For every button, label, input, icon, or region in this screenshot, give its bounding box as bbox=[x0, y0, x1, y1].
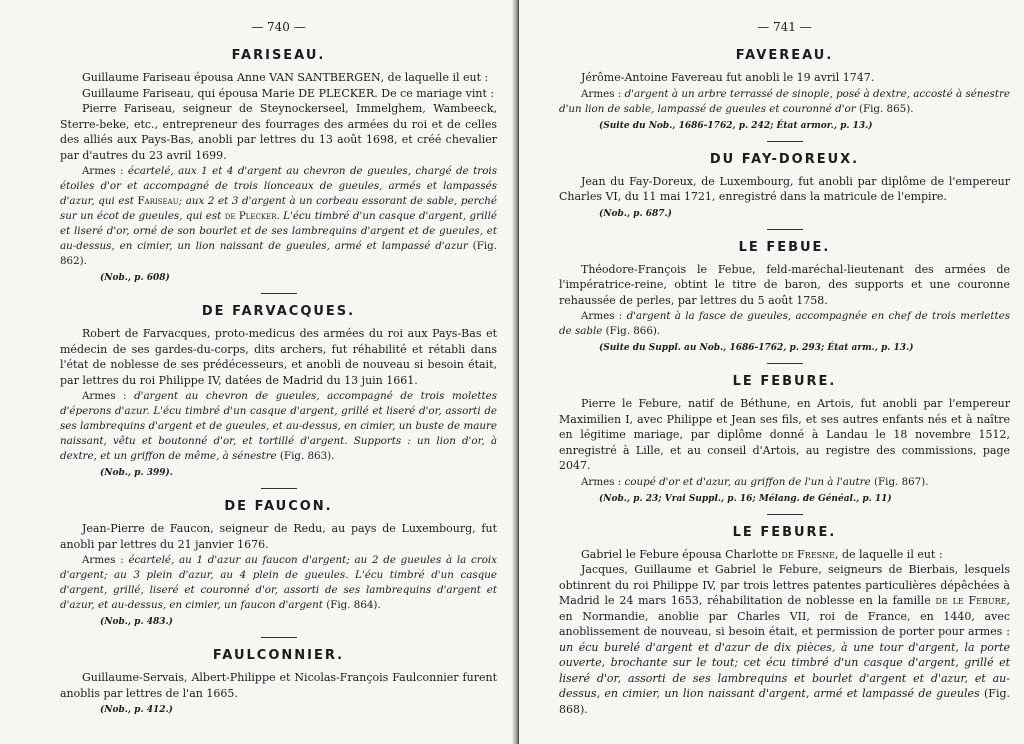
separator-rule bbox=[261, 637, 297, 638]
entry-text: Robert de Farvacques, proto-medicus des armées du roi aux Pays-Bas et médecin de ses gardes-du-corps, dits archers, fut réhabilité et rétabli dans l'état de noblesse de ses prédécesseurs, et anobli de nouveau si besoin était, par lettres du roi Philippe IV, datées de Madrid du 13 juin 1661. bbox=[60, 327, 497, 387]
arms-description: Armes : coupé d'or et d'azur, au griffon de l'un à l'autre (Fig. 867). bbox=[581, 475, 929, 488]
source-reference: (Nob., p. 687.) bbox=[599, 208, 672, 219]
source-reference: (Nob., p. 608) bbox=[100, 273, 170, 283]
entry-text: Jacques, Guillaume et Gabriel le Febure, seigneurs de Bierbais, lesquels obtinrent du roi Philippe IV, par trois lettres patentes particulières dépêchées à Madrid le 24 mars 1653, réhabilitation de noblesse en la famille de le Febure, en Normandie, anoblie par Charles VII, roi de France, en 1440, avec anoblissement de nouveau, si besoin était, et permission de porter pour armes : un écu burelé d'argent et d'azur de dix pièces, à une tour d'argent, la porte ouverte, brochante sur le tout; cet écu timbré d'un casque d'argent, grillé et liseré d'or, assorti de ses lambrequins et bourlet d'argent et d'azur, et au-dessus, en cimier, un lion naissant d'argent, armé et lampassé de gueules (Fig. 868). bbox=[559, 563, 1011, 716]
entry-de-faucon bbox=[60, 499, 497, 627]
separator-rule bbox=[767, 363, 803, 364]
entry-text: Jérôme-Antoine Favereau fut anobli le 19 avril 1747. bbox=[581, 71, 875, 84]
entry-title: DE FARVACQUES. bbox=[201, 304, 356, 319]
entry-le-febure-gabriel bbox=[559, 525, 1010, 718]
entry-text: Guillaume Fariseau, qui épousa Marie DE PLECKER. De ce mariage vint : bbox=[82, 86, 495, 100]
entry-text: Jean-Pierre de Faucon, seigneur de Redu, au pays de Luxembourg, fut anobli par lettres du 21 janvier 1676. bbox=[60, 522, 497, 551]
source-reference: (Nob., p. 23; Vrai Suppl., p. 16; Mélang. de Généal., p. 11) bbox=[599, 493, 892, 504]
separator-rule bbox=[767, 514, 803, 515]
entry-du-fay-doreux bbox=[559, 152, 1010, 219]
entry-le-febure-pierre bbox=[559, 374, 1010, 504]
entry-title: LE FEBURE. bbox=[732, 374, 837, 389]
entry-title: DU FAY-DOREUX. bbox=[709, 151, 860, 167]
arms-description: Armes : d'argent à un arbre terrassé de sinople, posé à dextre, accosté à sénestre d'un lion de sable, lampassé de gueules et couronné d'or (Fig. 865). bbox=[559, 87, 1010, 115]
page-number: — 741 — bbox=[757, 20, 812, 34]
entry-favereau bbox=[559, 48, 1010, 131]
entry-text: Gabriel le Febure épousa Charlotte de Fresne, de laquelle il eut : bbox=[581, 547, 943, 561]
source-reference: (Nob., p. 483.) bbox=[100, 617, 173, 627]
entry-title: FAULCONNIER. bbox=[212, 648, 345, 663]
source-reference: (Nob., p. 399). bbox=[100, 468, 173, 478]
entry-text: Pierre Fariseau, seigneur de Steynockerseel, Immelghem, Wambeeck, Sterre-beke, etc., entrepreneur des fourrages des armées du roi et de celles des alliés aux Pays-Bas, anobli par lettres du 13 août 1698, et créé chevalier par d'autres du 23 avril 1699. bbox=[60, 102, 497, 162]
entry-text: Jean du Fay-Doreux, de Luxembourg, fut anobli par diplôme de l'empereur Charles VI, du 11 mai 1721, enregistré dans la matricule de l'empire. bbox=[559, 174, 1010, 203]
entry-le-febue bbox=[559, 240, 1010, 354]
source-reference: (Nob., p. 412.) bbox=[100, 705, 173, 715]
page-number: — 740 — bbox=[251, 20, 306, 34]
right-page bbox=[519, 0, 1024, 744]
entry-text: Pierre le Febure, natif de Béthune, en Artois, fut anobli par l'empereur Maximilien I, avec Philippe et Jean ses fils, et ses autres enfants nés et à naître en légitime mariage, par diplôme donné à Landau le 18 novembre 1512, enregistré à Lille, et au conseil d'Artois, au registre des commissions, page 2047. bbox=[559, 397, 1010, 472]
entry-title: LE FEBUE. bbox=[738, 239, 831, 255]
separator-rule bbox=[261, 293, 297, 294]
arms-description: Armes : écartelé, aux 1 et 4 d'argent au chevron de gueules, chargé de trois étoiles d'or et accompagné de trois lionceaux de gueules, armés et lampassés d'azur, qui est Fariseau; aux 2 et 3 d'argent à un corbeau essorant de sable, perché sur un écot de gueules, qui est de Plecker. L'écu timbré d'un casque d'argent, grillé et liseré d'or, orné de son bourlet et de ses lambrequins d'argent et de gueules, et au-dessus, en cimier, un lion naissant de gueules, armé et lampassé d'azur (Fig. 862). bbox=[60, 165, 497, 267]
entry-title: LE FEBURE. bbox=[732, 524, 837, 540]
entry-title: FAVEREAU. bbox=[735, 48, 834, 63]
separator-rule bbox=[767, 141, 803, 142]
entry-de-farvacques bbox=[60, 304, 497, 478]
arms-description: Armes : d'argent au chevron de gueules, accompagné de trois molettes d'éperons d'azur. L'écu timbré d'un casque d'argent, grillé et liseré d'or, assorti de ses lambrequins d'argent et de gueules, et au-dessus, en cimier, un buste de maure naissant, vêtu et boutonné d'or, et tortillé d'argent. Supports : un lion d'or, à dextre, et un griffon de même, à sénestre (Fig. 863). bbox=[60, 390, 497, 462]
entry-text: Guillaume Fariseau épousa Anne VAN SANTBERGEN, de laquelle il eut : bbox=[82, 71, 489, 84]
entry-fariseau bbox=[60, 48, 497, 283]
entry-faulconnier bbox=[60, 648, 497, 715]
entry-title: FARISEAU. bbox=[231, 48, 326, 63]
entry-text: Théodore-François le Febue, feld-maréchal-lieutenant des armées de l'impératrice-reine, obtint le titre de baron, des supports et une couronne rehaussée de perles, par lettres du 5 août 1758. bbox=[559, 262, 1010, 307]
arms-description: Armes : d'argent à la fasce de gueules, accompagnée en chef de trois merlettes de sable (Fig. 866). bbox=[559, 310, 1011, 337]
source-reference: (Suite du Nob., 1686-1762, p. 242; État armor., p. 13.) bbox=[599, 120, 873, 131]
arms-description: Armes : écartelé, au 1 d'azur au faucon d'argent; au 2 de gueules à la croix d'argent; au 3 plein d'azur, au 4 plein de gueules. L'écu timbré d'un casque d'argent, grillé, liseré et couronné d'or, assorti de ses lambrequins d'argent et d'azur, et au-dessus, en cimier, un faucon d'argent (Fig. 864). bbox=[60, 554, 498, 611]
entry-title: DE FAUCON. bbox=[224, 499, 333, 514]
entry-text: Guillaume-Servais, Albert-Philippe et Nicolas-François Faulconnier furent anoblis par lettres de l'an 1665. bbox=[60, 671, 497, 700]
separator-rule bbox=[261, 488, 297, 489]
source-reference: (Suite du Suppl. au Nob., 1686-1762, p. 293; État arm., p. 13.) bbox=[599, 343, 914, 353]
separator-rule bbox=[767, 229, 803, 230]
